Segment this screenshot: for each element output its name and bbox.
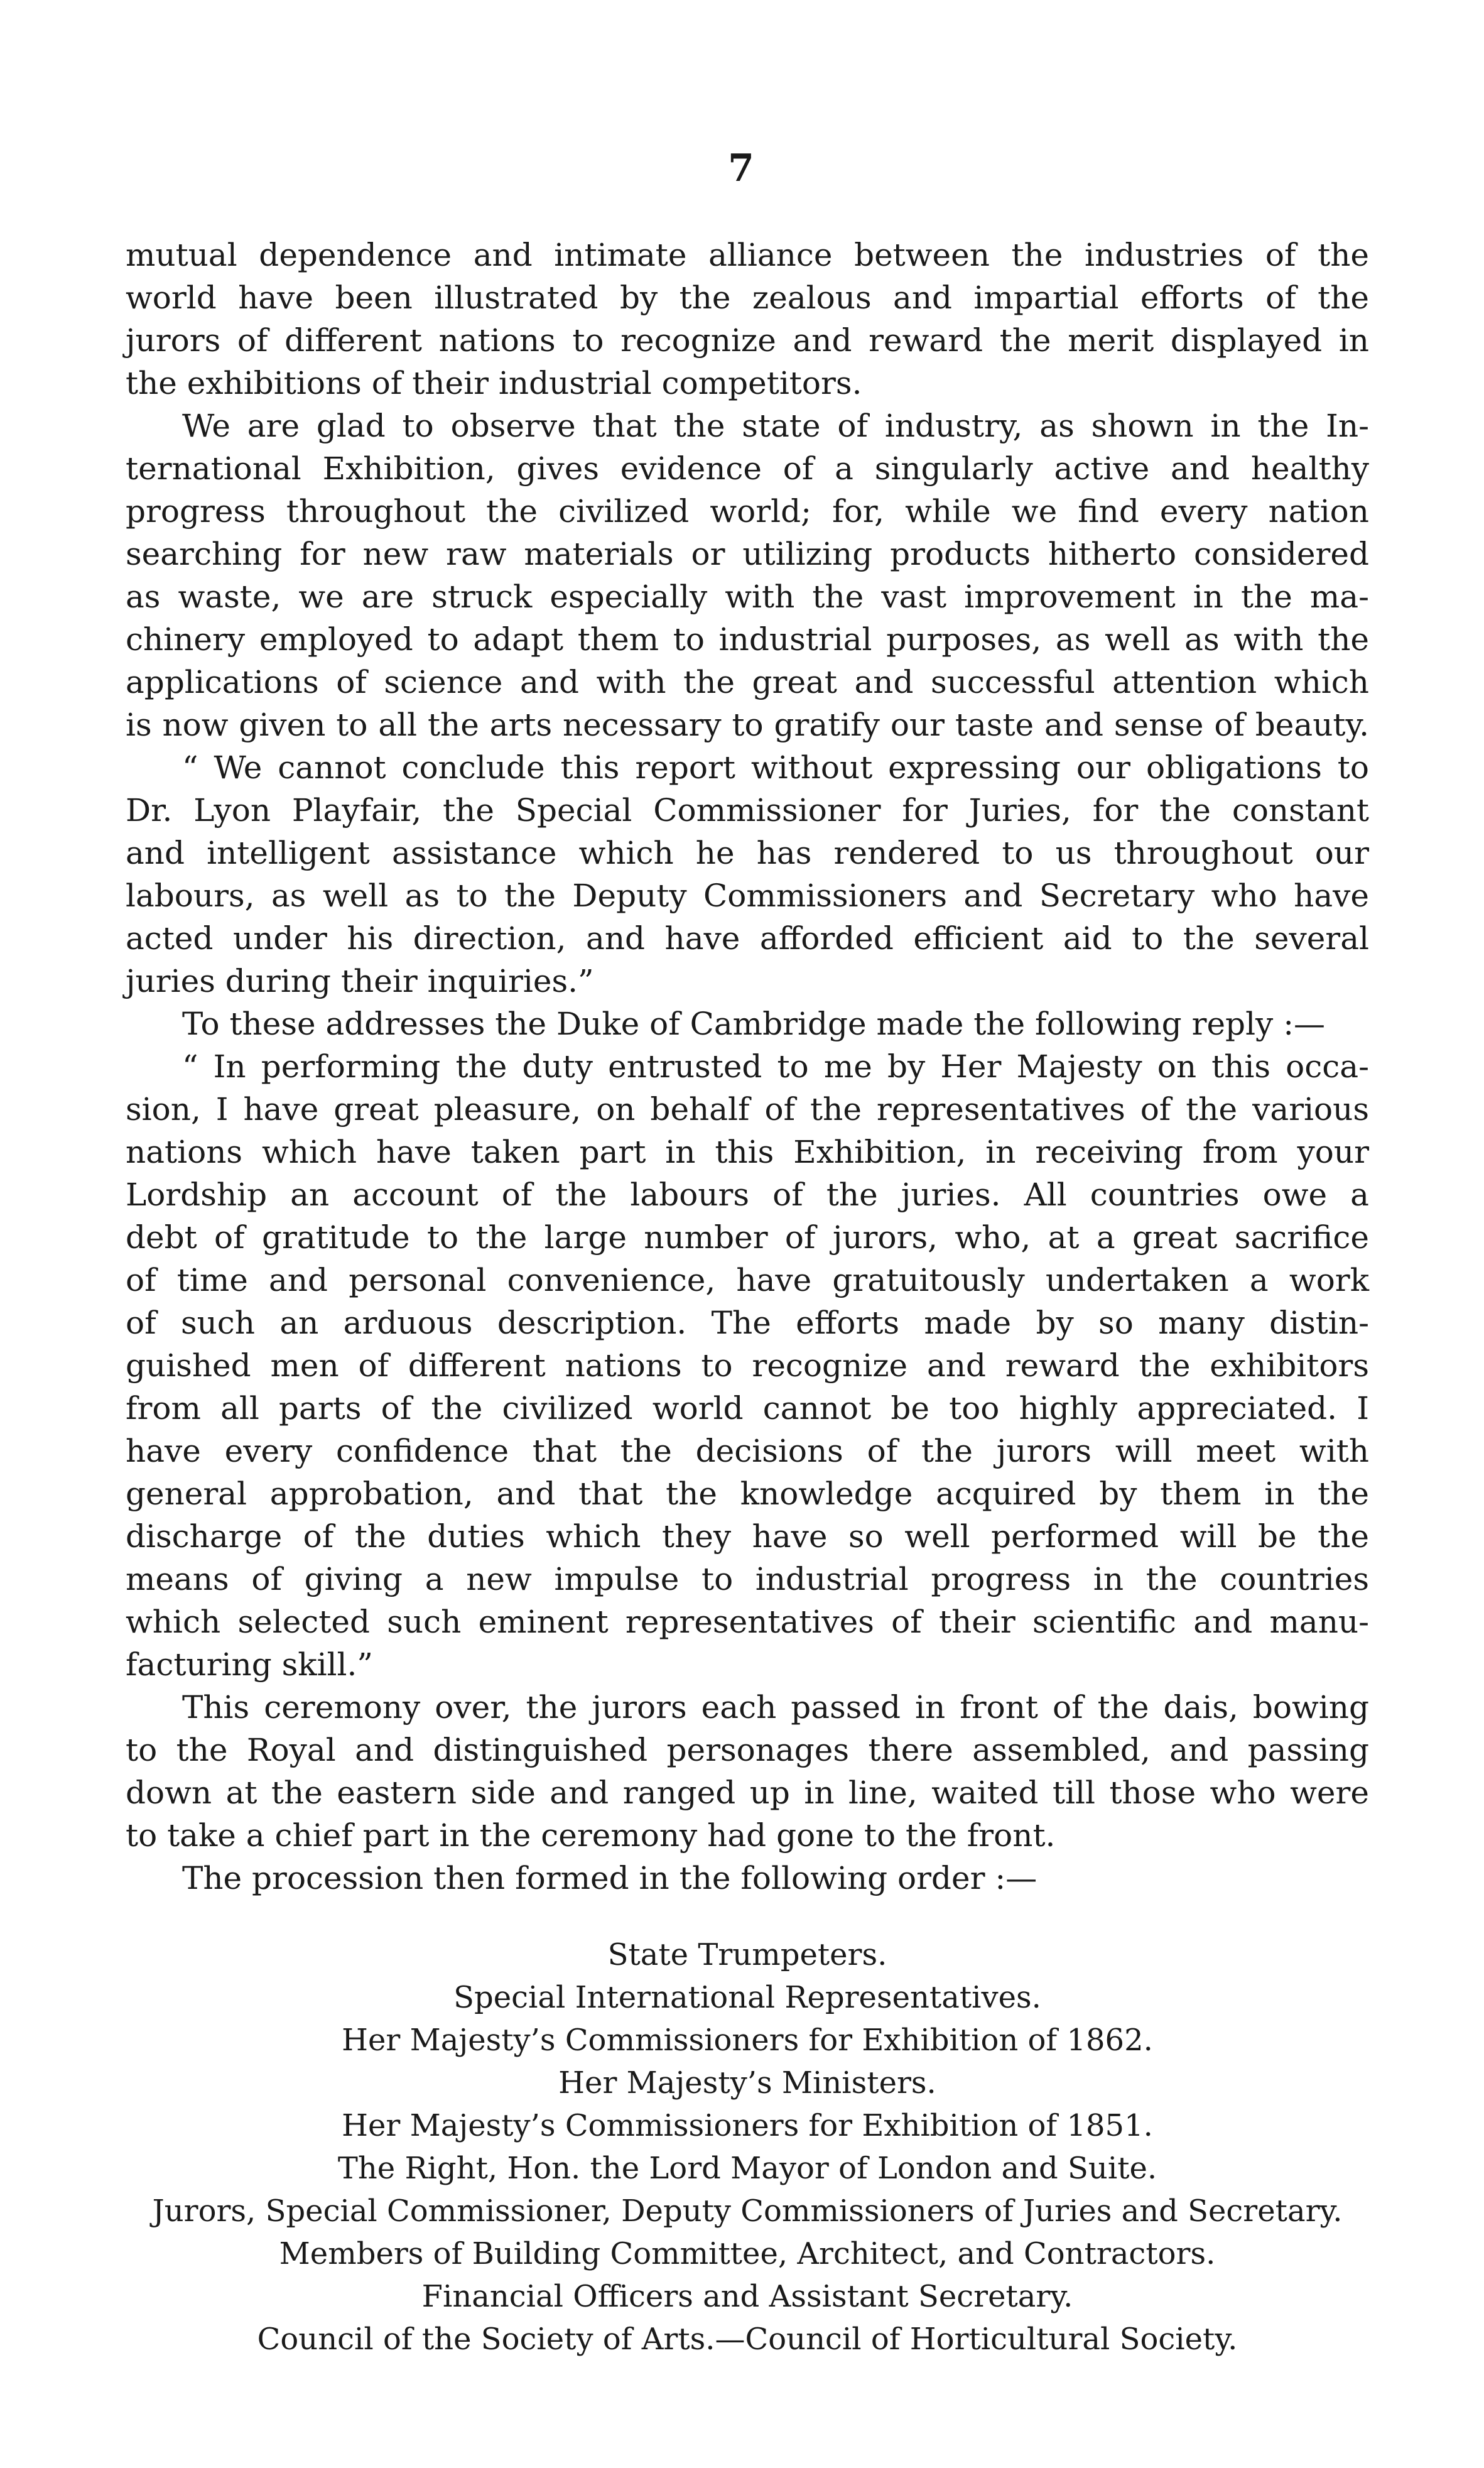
text-line: have every confidence that the decisions of the jurors will meet with: [126, 1433, 1369, 1469]
text-line: to take a chief part in the ceremony had gone to the front.: [126, 1817, 1056, 1854]
procession-entry: Her Majesty’s Ministers.: [558, 2065, 936, 2101]
text-line: nations which have taken part in this Exhibition, in receiving from your: [126, 1134, 1369, 1170]
text-line: discharge of the duties which they have so well performed will be the: [126, 1518, 1369, 1555]
text-line: guished men of different nations to recognize and reward the exhibitors: [126, 1347, 1369, 1384]
text-line: labours, as well as to the Deputy Commissioners and Secretary who have: [126, 878, 1369, 914]
paragraph-start-line: “ We cannot conclude this report without expressing our obligations to: [182, 749, 1369, 786]
body-text: [126, 234, 1369, 1900]
text-line: debt of gratitude to the large number of jurors, who, at a great sacrifice: [126, 1219, 1369, 1256]
procession-entry: Jurors, Special Commissioner, Deputy Commissioners of Juries and Secretary.: [152, 2193, 1343, 2229]
text-line: applications of science and with the great and successful attention which: [126, 664, 1369, 700]
text-line: is now given to all the arts necessary to gratify our taste and sense of beauty.: [126, 707, 1369, 743]
text-line: general approbation, and that the knowledge acquired by them in the: [126, 1476, 1369, 1512]
text-line: chinery employed to adapt them to industrial purposes, as well as with the: [126, 621, 1369, 658]
procession-entry: Members of Building Committee, Architect, and Contractors.: [279, 2236, 1216, 2271]
text-line: world have been illustrated by the zealous and impartial efforts of the: [126, 280, 1369, 316]
text-line: down at the eastern side and ranged up in line, waited till those who were: [126, 1775, 1369, 1811]
text-line: juries during their inquiries.”: [126, 963, 594, 999]
text-line: sion, I have great pleasure, on behalf of the representatives of the various: [126, 1091, 1369, 1128]
procession-entry: Special International Representatives.: [453, 1980, 1041, 2015]
text-line: progress throughout the civilized world; for, while we find every nation: [126, 493, 1369, 530]
text-line: from all parts of the civilized world cannot be too highly appreciated. I: [126, 1390, 1369, 1427]
text-line: acted under his direction, and have afforded efficient aid to the several: [126, 920, 1369, 957]
text-line: and intelligent assistance which he has rendered to us throughout our: [126, 835, 1369, 871]
paragraph-start-line: To these addresses the Duke of Cambridge made the following reply :—: [182, 1006, 1326, 1042]
text-line: which selected such eminent representatives of their scientific and manu-: [126, 1604, 1369, 1640]
text-line: as waste, we are struck especially with the vast improvement in the ma-: [126, 579, 1369, 615]
procession-list: [126, 1933, 1369, 2361]
text-line: the exhibitions of their industrial competitors.: [126, 365, 862, 401]
procession-entry: Financial Officers and Assistant Secretary.: [421, 2279, 1073, 2314]
procession-entry: Her Majesty’s Commissioners for Exhibition of 1862.: [342, 2023, 1153, 2058]
text-line: means of giving a new impulse to industrial progress in the countries: [126, 1561, 1369, 1597]
text-line: of time and personal convenience, have gratuitously undertaken a work: [126, 1262, 1369, 1298]
text-line: of such an arduous description. The efforts made by so many distin-: [126, 1305, 1369, 1341]
procession-entry: The Right, Hon. the Lord Mayor of London and Suite.: [337, 2151, 1157, 2186]
paragraph-start-line: This ceremony over, the jurors each passed in front of the dais, bowing: [182, 1689, 1369, 1726]
text-line: jurors of different nations to recognize and reward the merit displayed in: [126, 322, 1369, 359]
text-line: facturing skill.”: [126, 1646, 373, 1683]
paragraph-start-line: “ In performing the duty entrusted to me by Her Majesty on this occa-: [182, 1048, 1369, 1085]
procession-entry: State Trumpeters.: [607, 1937, 887, 1972]
procession-entry: Her Majesty’s Commissioners for Exhibition of 1851.: [342, 2108, 1153, 2143]
text-line: searching for new raw materials or utilizing products hitherto considered: [126, 536, 1369, 572]
paragraph-start-line: We are glad to observe that the state of industry, as shown in the In-: [182, 408, 1369, 444]
text-line: Dr. Lyon Playfair, the Special Commissioner for Juries, for the constant: [126, 792, 1369, 829]
page-number: 7: [728, 146, 754, 190]
text-line: ternational Exhibition, gives evidence of a singularly active and healthy: [126, 450, 1369, 487]
text-line: to the Royal and distinguished personages there assembled, and passing: [126, 1732, 1369, 1768]
text-line: Lordship an account of the labours of the juries. All countries owe a: [126, 1177, 1369, 1213]
procession-entry: Council of the Society of Arts.—Council of Horticultural Society.: [257, 2322, 1238, 2357]
text-line: mutual dependence and intimate alliance between the industries of the: [126, 237, 1369, 273]
paragraph-start-line: The procession then formed in the following order :—: [182, 1860, 1037, 1896]
